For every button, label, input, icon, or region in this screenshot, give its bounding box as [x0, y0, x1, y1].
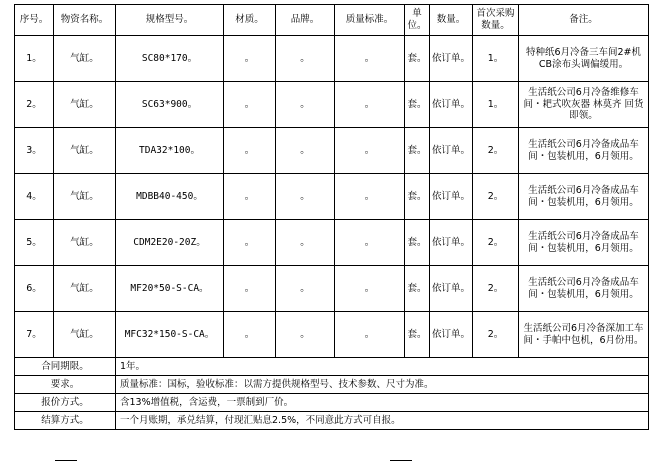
- cell-spec: SC63*900。: [116, 82, 224, 128]
- header-name: 物资名称。: [54, 5, 116, 36]
- cell-name: 气缸。: [54, 312, 116, 358]
- cell-no: 6。: [15, 266, 54, 312]
- table-row: [15, 128, 649, 174]
- cell-no: 5。: [15, 220, 54, 266]
- cell-standard: 。: [335, 266, 405, 312]
- table-row: [15, 174, 649, 220]
- cell-first-qty: 2。: [473, 312, 519, 358]
- term-row-contract-period: [15, 358, 649, 376]
- header-spec: 规格型号。: [116, 5, 224, 36]
- cell-spec: MF20*50-S-CA。: [116, 266, 224, 312]
- cell-remark: 特种纸6月冷备三车间2#机CB涂布头调偏缓用。: [519, 36, 649, 82]
- cell-no: 7。: [15, 312, 54, 358]
- term-value: 一个月账期，承兑结算，付现汇贴息2.5%，不同意此方式可自报。: [116, 412, 649, 430]
- cell-name: 气缸。: [54, 174, 116, 220]
- cell-name: 气缸。: [54, 82, 116, 128]
- term-row-settlement: [15, 412, 649, 430]
- cell-remark: 生活纸公司6月冷备成品车间・包装机用，6月领用。: [519, 220, 649, 266]
- table-row: [15, 36, 649, 82]
- footer-rule-left: [55, 460, 77, 461]
- cell-first-qty: 1。: [473, 36, 519, 82]
- procurement-table: [14, 4, 649, 430]
- cell-unit: 套。: [405, 82, 430, 128]
- cell-material: 。: [224, 174, 276, 220]
- term-value: 质量标准：国标，验收标准：以需方提供规格型号、技术参数、尺寸为准。: [116, 376, 649, 394]
- table-row: [15, 220, 649, 266]
- cell-unit: 套。: [405, 266, 430, 312]
- term-value: 含13%增值税，含运费，一票制到厂价。: [116, 394, 649, 412]
- cell-material: 。: [224, 82, 276, 128]
- cell-first-qty: 2。: [473, 266, 519, 312]
- term-label: 要求。: [15, 376, 116, 394]
- procurement-document: [14, 4, 649, 430]
- cell-material: 。: [224, 220, 276, 266]
- cell-no: 4。: [15, 174, 54, 220]
- cell-remark: 生活纸公司6月冷备成品车间・包装机用，6月领用。: [519, 174, 649, 220]
- cell-remark: 生活纸公司6月冷备维修车间・耙式吹灰器 林莫齐 回货即领。: [519, 82, 649, 128]
- cell-first-qty: 2。: [473, 128, 519, 174]
- cell-unit: 套。: [405, 174, 430, 220]
- cell-material: 。: [224, 128, 276, 174]
- cell-material: 。: [224, 266, 276, 312]
- header-brand: 品牌。: [276, 5, 335, 36]
- header-no: 序号。: [15, 5, 54, 36]
- cell-brand: 。: [276, 128, 335, 174]
- cell-unit: 套。: [405, 128, 430, 174]
- table-row: [15, 266, 649, 312]
- cell-remark: 生活纸公司6月冷备成品车间・包装机用，6月领用。: [519, 128, 649, 174]
- cell-spec: MFC32*150-S-CA。: [116, 312, 224, 358]
- term-value: 1年。: [116, 358, 649, 376]
- cell-spec: CDM2E20-20Z。: [116, 220, 224, 266]
- cell-name: 气缸。: [54, 36, 116, 82]
- header-qty: 数量。: [430, 5, 473, 36]
- term-label: 合同期限。: [15, 358, 116, 376]
- cell-first-qty: 2。: [473, 220, 519, 266]
- cell-name: 气缸。: [54, 220, 116, 266]
- cell-qty: 依订单。: [430, 82, 473, 128]
- cell-qty: 依订单。: [430, 266, 473, 312]
- cell-no: 1。: [15, 36, 54, 82]
- term-label: 报价方式。: [15, 394, 116, 412]
- header-remark: 备注。: [519, 5, 649, 36]
- cell-qty: 依订单。: [430, 220, 473, 266]
- cell-first-qty: 2。: [473, 174, 519, 220]
- cell-name: 气缸。: [54, 128, 116, 174]
- cell-qty: 依订单。: [430, 312, 473, 358]
- cell-material: 。: [224, 36, 276, 82]
- header-standard: 质量标准。: [335, 5, 405, 36]
- cell-qty: 依订单。: [430, 174, 473, 220]
- cell-material: 。: [224, 312, 276, 358]
- term-row-quotation: [15, 394, 649, 412]
- cell-standard: 。: [335, 36, 405, 82]
- cell-brand: 。: [276, 174, 335, 220]
- footer-rule-right: [390, 460, 412, 461]
- cell-spec: SC80*170。: [116, 36, 224, 82]
- cell-unit: 套。: [405, 36, 430, 82]
- cell-name: 气缸。: [54, 266, 116, 312]
- cell-first-qty: 1。: [473, 82, 519, 128]
- header-unit: 单位。: [405, 5, 430, 36]
- header-first-qty: 首次采购数量。: [473, 5, 519, 36]
- cell-qty: 依订单。: [430, 36, 473, 82]
- cell-brand: 。: [276, 36, 335, 82]
- cell-standard: 。: [335, 312, 405, 358]
- cell-standard: 。: [335, 174, 405, 220]
- cell-brand: 。: [276, 220, 335, 266]
- table-row: [15, 82, 649, 128]
- cell-no: 2。: [15, 82, 54, 128]
- term-row-requirements: [15, 376, 649, 394]
- cell-standard: 。: [335, 128, 405, 174]
- cell-remark: 生活纸公司6月冷备成品车间・包装机用，6月领用。: [519, 266, 649, 312]
- header-material: 材质。: [224, 5, 276, 36]
- cell-brand: 。: [276, 312, 335, 358]
- cell-brand: 。: [276, 82, 335, 128]
- cell-spec: MDBB40-450。: [116, 174, 224, 220]
- cell-spec: TDA32*100。: [116, 128, 224, 174]
- cell-unit: 套。: [405, 220, 430, 266]
- cell-standard: 。: [335, 220, 405, 266]
- cell-standard: 。: [335, 82, 405, 128]
- cell-brand: 。: [276, 266, 335, 312]
- header-row: [15, 5, 649, 36]
- cell-remark: 生活纸公司6月冷备深加工车间・手帕中包机，6月份用。: [519, 312, 649, 358]
- term-label: 结算方式。: [15, 412, 116, 430]
- cell-qty: 依订单。: [430, 128, 473, 174]
- cell-no: 3。: [15, 128, 54, 174]
- table-row: [15, 312, 649, 358]
- cell-unit: 套。: [405, 312, 430, 358]
